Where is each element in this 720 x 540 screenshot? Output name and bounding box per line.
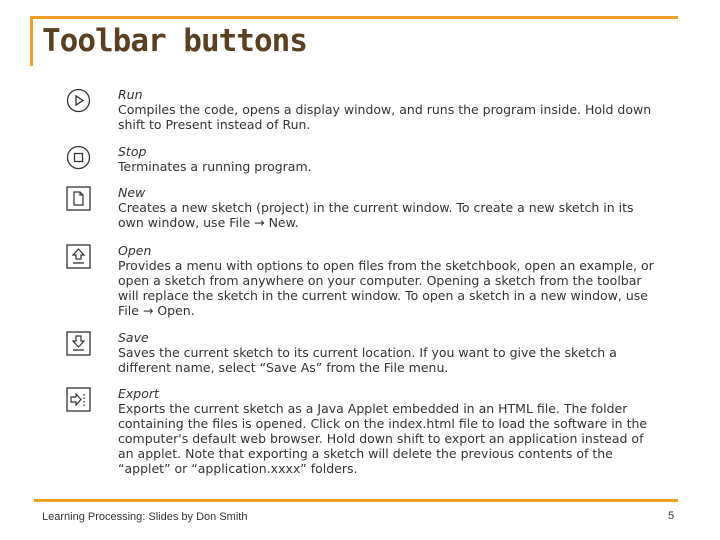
item-name: Save [118,330,149,345]
save-down-arrow-icon [66,331,91,356]
export-arrow-icon [66,387,91,412]
page-number: 5 [668,510,675,522]
open-up-arrow-icon [66,244,91,269]
item-description: Provides a menu with options to open files from the sketchbook, open an example, or open a sketch from anywhere on your computer. Opening a sketch from the toolbar will replace the sketch in the current window. To open a sketch in a new window, use File → Open. [118,258,654,318]
top-accent-line [30,16,678,19]
item-description: Creates a new sketch (project) in the current window. To create a new sketch in its own window, use File → New. [118,200,634,230]
item-text [118,330,664,375]
footer-credit: Learning Processing: Slides by Don Smith [42,511,248,523]
item-description: Compiles the code, opens a display window, and runs the program inside. Hold down shift to Present instead of Run. [118,102,652,132]
item-text [118,243,664,318]
left-accent-line [30,16,33,66]
new-file-icon [66,186,91,211]
item-text [118,386,664,476]
item-name: Export [118,386,159,401]
item-text [118,144,664,174]
item-description: Exports the current sketch as a Java Applet embedded in an HTML file. The folder containing the files is opened. Click on the index.html file to load the software in the computer's default web browser. Hold down shift to export an application instead of an applet. Note that exporting a sketch will delete the previous contents of the “applet” or “application.xxxx” folders. [118,401,648,476]
item-description: Terminates a running program. [118,159,312,174]
stop-circle-icon [66,145,91,170]
item-name: Run [118,87,143,102]
item-text [118,87,664,132]
item-name: New [118,185,146,200]
play-circle-icon [66,88,91,113]
bottom-accent-line [34,499,678,502]
item-text [118,185,664,230]
item-description: Saves the current sketch to its current location. If you want to give the sketch a different name, select “Save As” from the File menu. [118,345,617,375]
item-name: Open [118,243,152,258]
item-name: Stop [118,144,147,159]
slide-title: Toolbar buttons [42,23,307,59]
